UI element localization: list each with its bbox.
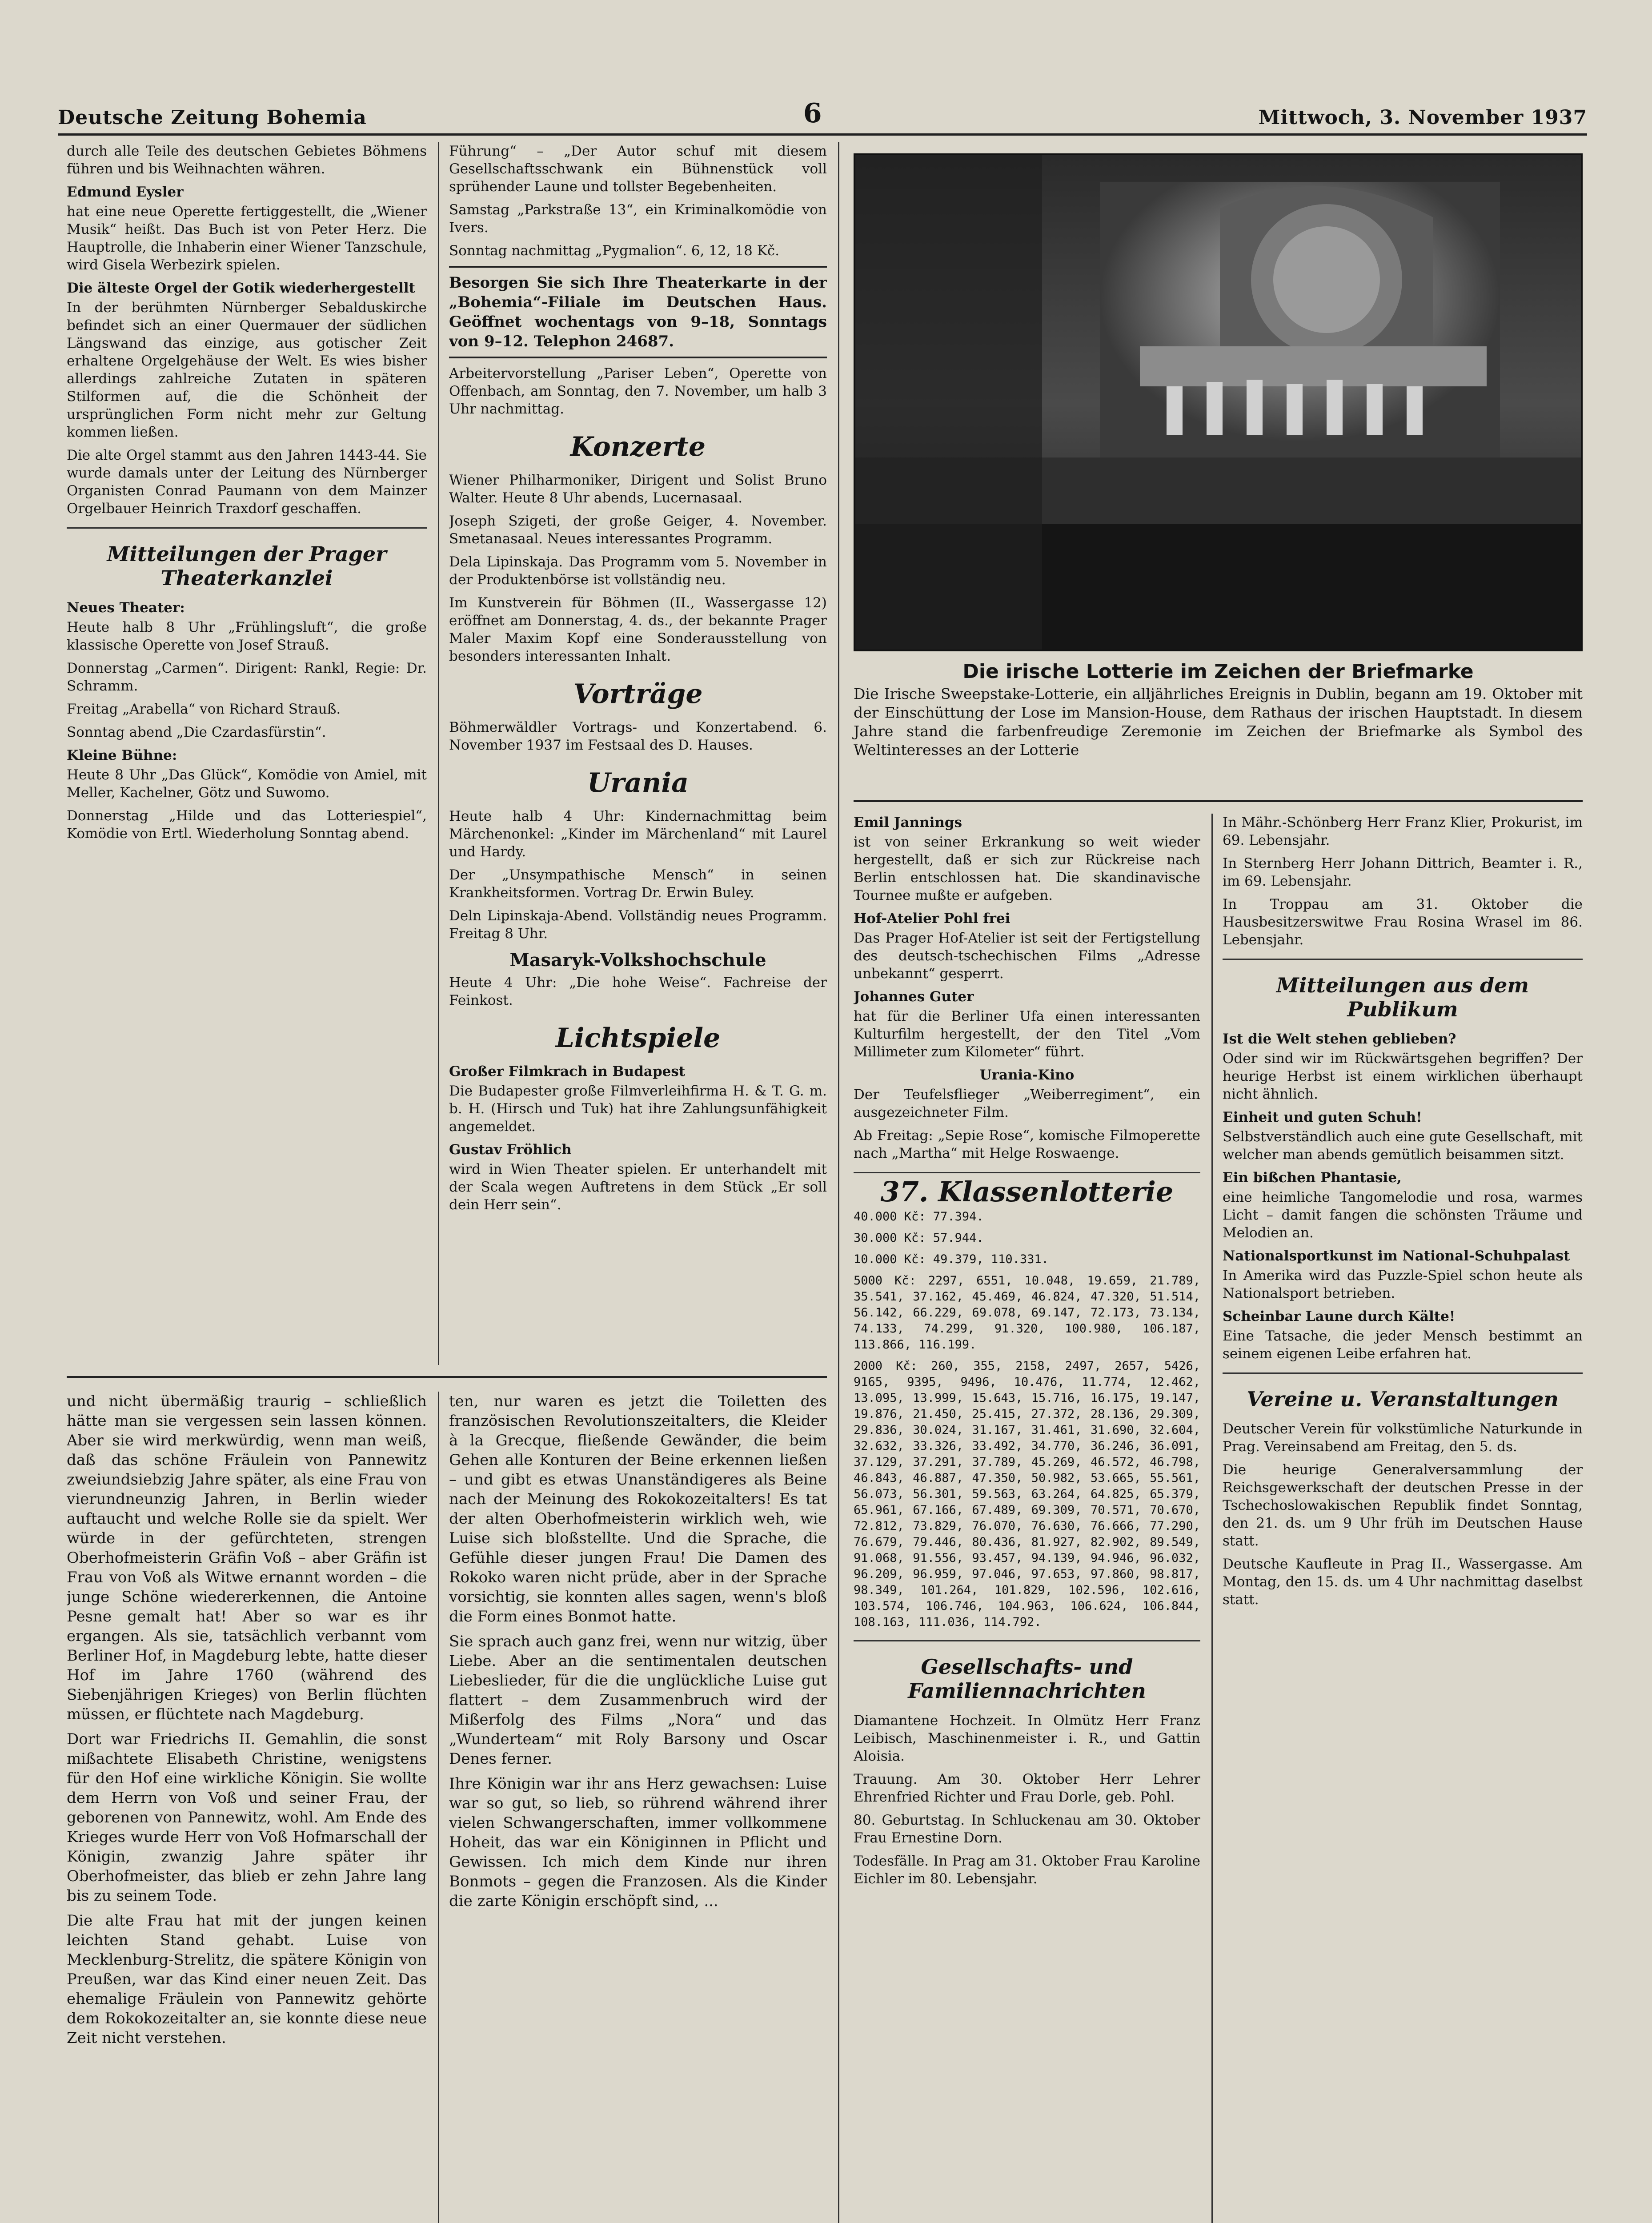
article-text: Sonntag nachmittag „Pygmalion“. 6, 12, 18 Kč. bbox=[449, 243, 780, 259]
section-title-concerts: Konzerte bbox=[570, 431, 706, 462]
issue-date: Mittwoch, 3. November 1937 bbox=[1258, 106, 1587, 129]
page-number: 6 bbox=[803, 98, 822, 129]
article-text: Eine Tatsache, die jeder Mensch bestimmt an seinem eigenen Leibe erfahren hat. bbox=[1223, 1328, 1583, 1362]
feuilleton-column-1 bbox=[67, 1392, 427, 2223]
article-text: Sie sprach auch ganz frei, wenn nur witzig, über Liebe. Aber an die sentimentalen deutschen Liebeslieder, für die die unglückliche Luise gut flattert – dem Zusammenbruch wird der Mißerfolg des Films „Nora“ und das „Wunderteam“ mit Roly Barsony und Oscar Denes ferner. bbox=[449, 1633, 827, 1768]
caption-title: Die irische Lotterie im Zeichen der Briefmarke bbox=[962, 660, 1474, 683]
article-text: Deutsche Kaufleute in Prag II., Wassergasse. Am Montag, den 15. ds. um 4 Uhr nachmittag daselbst statt. bbox=[1223, 1556, 1583, 1608]
article-heading: Großer Filmkrach in Budapest bbox=[449, 1063, 686, 1079]
masthead bbox=[58, 96, 1587, 136]
article-heading: Emil Jannings bbox=[854, 815, 962, 831]
column-divider bbox=[438, 142, 439, 1365]
article-text: Die Budapester große Filmverleihfirma H. & T. G. m. b. H. (Hirsch und Tuk) hat ihre Zahlungsunfähigkeit angemeldet. bbox=[449, 1083, 827, 1135]
lottery-numbers: 30.000 Kč: 57.944. bbox=[854, 1231, 984, 1245]
article-text: Der „Unsympathische Mensch“ in seinen Krankheitsformen. Vortrag Dr. Erwin Buley. bbox=[449, 867, 827, 901]
article-heading: Einheit und guten Schuh! bbox=[1223, 1109, 1422, 1125]
lottery-numbers: 2000 Kč: 260, 355, 2158, 2497, 2657, 5426, 9165, 9395, 9496, 10.476, 11.774, 12.462, 13.095, 13.999, 15.643, 15.716, 16.175, 19.147, 19.876, 21.450, 25.415, 27.372, 28.136, 29.309, 29.836, 30.024, 31.167, 31.461, 31.690, 32.604, 32.632, 33.326, 33.492, 34.770, 36.246, 36.091, 37.129, 37.291, 37.789, 45.269, 46.572, 46.798, 46.843, 46.887, 47.350, 50.982, 53.665, 55.561, 56.073, 56.301, 59.563, 63.264, 64.825, 65.379, 65.961, 67.166, 67.489, 69.309, 70.571, 70.670, 72.812, 73.829, 76.070, 76.630, 76.666, 77.290, 76.679, 79.446, 80.436, 81.927, 82.902, 89.549, 91.068, 91.556, 93.457, 94.139, 94.946, 96.032, 96.209, 96.959, 97.046, 97.653, 97.860, 98.817, 98.349, 101.264, 101.829, 102.596, 102.616, 103.574, 106.746, 104.963, 106.624, 106.844, 108.163, 111.036, 114.792. bbox=[854, 1359, 1200, 1629]
article-text: Das Prager Hof-Atelier ist seit der Fertigstellung des deutsch-tschechischen Films „Adresse unbekannt“ gesperrt. bbox=[854, 930, 1200, 982]
divider bbox=[1223, 1372, 1583, 1374]
article-text: Die alte Frau hat mit der jungen keinen leichten Stand gehabt. Luise von Mecklenburg-Strelitz, die spätere Königin von Preußen, war das Kind einer neuen Zeit. Das ehemalige Fräulein von Pannewitz gehörte dem Rokokozeitalter an, sie konnte diese neue Zeit nicht verstehen. bbox=[67, 1912, 427, 2047]
section-title-cinema: Lichtspiele bbox=[555, 1023, 721, 1054]
article-text: ten, nur waren es jetzt die Toiletten des französischen Revolutionszeitalters, die Kleider à la Grecque, fließende Gewänder, die beim Gehen alle Konturen der Beine erkennen ließen – und gibt es etwas Unanständigeres als Beine nach der Meinung des Rokokozeitalters! Es tat der alten Oberhofmeisterin wirklich weh, wie Luise sich bloßstellte. Und die Sprache, die Gefühle dieser jungen Frau! Die Damen des Rokoko waren nicht prüde, aber in der Sprache vorsichtig, sie konnten alles sagen, wenn's bloß die Form eines Bonmot hatte. bbox=[449, 1392, 827, 1625]
article-text: Böhmerwäldler Vortrags- und Konzertabend. 6. November 1937 im Festsaal des D. Hauses. bbox=[449, 719, 827, 753]
article-text: Ihre Königin war ihr ans Herz gewachsen: Luise war so gut, so lieb, so rührend während ihrer vielen Schwangerschaften, immer vollkommene Hoheit, das war ein Königinnen in Pflicht und Gewissen. Ich mich dem Kinde nur ihren Bonmots – gegen die Franzosen. Als die Kinder die zarte Königin erschöpft sind, ... bbox=[449, 1775, 827, 1910]
article-text: und nicht übermäßig traurig – schließlich hätte man sie vergessen sein lassen können. Aber sie wird merkwürdig, wenn man weiß, daß das schöne Fräulein von Pannewitz zweiundsiebzig Jahre später, als eine Frau von vierundneunzig Jahren, in Berlin wieder auftaucht und welche Rolle sie da spielt. Wer würde in der gefürchteten, strengen Oberhofmeisterin Gräfin Voß – aber Gräfin ist Frau von Voß als Witwe ernannt worden – die junge Schöne wiedererkennen, die Antoine Pesne gemalt hat! Aber so war es ihr ergangen. Als sie, tatsächlich verbannt vom Berliner Hof, in Magdeburg lebte, hatte dieser Hof im Jahre 1760 (während des Siebenjährigen Krieges) von Berlin flüchten müssen, er flüchtete nach Magdeburg. bbox=[67, 1392, 427, 1723]
divider bbox=[854, 1172, 1200, 1173]
article-text: durch alle Teile des deutschen Gebietes Böhmens führen und bis Weihnachten währen. bbox=[67, 143, 427, 177]
divider bbox=[1223, 959, 1583, 960]
article-heading: Die älteste Orgel der Gotik wiederhergestellt bbox=[67, 280, 415, 296]
article-text: In der berühmten Nürnberger Sebalduskirche befindet sich an einer Quermauer der südlichen Längswand das einzige, aus gotischer Zeit erhaltene Orgelgehäuse der Welt. Es wies bisher allerdings zahlreiche Zutaten in späteren Stilformen auf, die die Schönheit der ursprünglichen Form nicht mehr zur Geltung kommen ließen. bbox=[67, 300, 427, 440]
divider bbox=[67, 527, 427, 529]
article-text: Wiener Philharmoniker, Dirigent und Solist Bruno Walter. Heute 8 Uhr abends, Lucernasaal. bbox=[449, 472, 827, 506]
article-text: Ab Freitag: „Sepie Rose“, komische Filmoperette nach „Martha“ mit Helge Roswaenge. bbox=[854, 1128, 1200, 1161]
article-text: Heute 4 Uhr: „Die hohe Weise“. Fachreise der Feinkost. bbox=[449, 975, 827, 1008]
article-text: hat eine neue Operette fertiggestellt, die „Wiener Musik“ heißt. Das Buch ist von Peter Herz. Die Hauptrolle, die Inhaberin einer Wiener Tanzschule, wird Gisela Werbezirk spielen. bbox=[67, 204, 427, 273]
column-2 bbox=[449, 142, 827, 1365]
section-title-society: Gesellschafts- und Familiennachrichten bbox=[908, 1655, 1146, 1703]
newspaper-name: Deutsche Zeitung Bohemia bbox=[58, 106, 367, 129]
article-heading: Scheinbar Laune durch Kälte! bbox=[1223, 1308, 1456, 1324]
article-heading: Nationalsportkunst im National-Schuhpalast bbox=[1223, 1248, 1570, 1264]
article-text: Führung“ – „Der Autor schuf mit diesem Gesellschaftsschwank ein Bühnenstück voll sprühender Laune und tollster Begebenheiten. bbox=[449, 143, 827, 195]
article-text: Die heurige Generalversammlung der Reichsgewerkschaft der deutschen Presse in der Tschechoslowakischen Republik findet Sonntag, den 21. ds. um 9 Uhr früh im Deutschen Hause statt. bbox=[1223, 1462, 1583, 1549]
article-text: wird in Wien Theater spielen. Er unterhandelt mit der Scala wegen Auftretens in dem Stück „Er soll dein Herr sein“. bbox=[449, 1161, 827, 1213]
caption-text: Die Irische Sweepstake-Lotterie, ein alljährliches Ereignis in Dublin, begann am 19. Oktober mit der Einschüttung der Lose im Mansion-House, dem Rathaus der irischen Hauptstadt. In diesem Jahre stand die farbenfreudige Zeremonie im Zeichen der Briefmarke als Symbol des Weltinteresses an der Lotterie bbox=[854, 685, 1583, 758]
feuilleton-divider bbox=[67, 1376, 827, 1378]
column-4 bbox=[1223, 814, 1583, 2223]
column-divider bbox=[1211, 814, 1213, 2223]
article-text: Arbeitervorstellung „Pariser Leben“, Operette von Offenbach, am Sonntag, den 7. November, um halb 3 Uhr nachmittag. bbox=[449, 365, 827, 417]
article-text: Dela Lipinskaja. Das Programm vom 5. November in der Produktenbörse ist vollständig neu. bbox=[449, 554, 827, 588]
article-text: Diamantene Hochzeit. In Olmütz Herr Franz Leibisch, Maschinenmeister i. R., und Gattin Aloisia. bbox=[854, 1713, 1200, 1764]
article-text: Deln Lipinskaja-Abend. Vollständig neues Programm. Freitag 8 Uhr. bbox=[449, 908, 827, 942]
ticket-notice-box: Besorgen Sie sich Ihre Theaterkarte in der „Bohemia“-Filiale im Deutschen Haus. Geöffnet wochentags von 9–18, Sonntags von 9–12. Telephon 24687. bbox=[449, 266, 827, 358]
article-text: eine heimliche Tangomelodie und rosa, warmes Licht – damit fangen die schönsten Träume und Melodien an. bbox=[1223, 1189, 1583, 1241]
article-text: Selbstverständlich auch eine gute Gesellschaft, mit welcher man abends gemütlich beisammen sitzt. bbox=[1223, 1129, 1583, 1163]
article-heading: Hof-Atelier Pohl frei bbox=[854, 911, 1010, 927]
column-divider bbox=[438, 1392, 439, 2223]
article-text: Heute halb 4 Uhr: Kindernachmittag beim Märchenonkel: „Kinder im Märchenland“ mit Laurel und Hardy. bbox=[449, 808, 827, 860]
article-text: Samstag „Parkstraße 13“, ein Kriminalkomödie von Ivers. bbox=[449, 202, 827, 236]
photo-caption bbox=[854, 662, 1583, 759]
article-text: Die alte Orgel stammt aus den Jahren 1443-44. Sie wurde damals unter der Leitung des Nürnberger Organisten Conrad Paumann von dem Mainzer Orgelbauer Heinrich Traxdorf geschaffen. bbox=[67, 447, 427, 517]
article-heading: Johannes Guter bbox=[854, 989, 974, 1005]
article-text: Heute 8 Uhr „Das Glück“, Komödie von Amiel, mit Meller, Kachelner, Götz und Suwomo. bbox=[67, 767, 427, 801]
article-heading: Gustav Fröhlich bbox=[449, 1142, 572, 1158]
section-title-school: Masaryk-Volkshochschule bbox=[509, 950, 766, 971]
article-text: In Sternberg Herr Johann Dittrich, Beamter i. R., im 69. Lebensjahr. bbox=[1223, 855, 1583, 889]
article-text: 80. Geburtstag. In Schluckenau am 30. Oktober Frau Ernestine Dorn. bbox=[854, 1812, 1200, 1846]
article-heading: Edmund Eysler bbox=[67, 184, 184, 200]
section-title-urania: Urania bbox=[587, 767, 689, 799]
lottery-numbers: 10.000 Kč: 49.379, 110.331. bbox=[854, 1252, 1049, 1266]
article-text: In Amerika wird das Puzzle-Spiel schon heute als Nationalsport betrieben. bbox=[1223, 1268, 1583, 1301]
article-text: Donnerstag „Hilde und das Lotteriespiel“, Komödie von Ertl. Wiederholung Sonntag abend. bbox=[67, 808, 427, 842]
article-text: Deutscher Verein für volkstümliche Naturkunde in Prag. Vereinsabend am Freitag, den 5. ds. bbox=[1223, 1421, 1583, 1455]
lottery-photograph bbox=[854, 153, 1583, 651]
lottery-numbers: 40.000 Kč: 77.394. bbox=[854, 1210, 984, 1224]
divider bbox=[854, 1640, 1200, 1641]
article-text: Freitag „Arabella“ von Richard Strauß. bbox=[67, 701, 341, 717]
article-text: Oder sind wir im Rückwärtsgehen begriffen? Der heurige Herbst ist einem wirklichen überhaupt nicht ähnlich. bbox=[1223, 1051, 1583, 1102]
article-text: Joseph Szigeti, der große Geiger, 4. November. Smetanasaal. Neues interessantes Programm. bbox=[449, 513, 827, 547]
article-text: Dort war Friedrichs II. Gemahlin, die sonst mißachtete Elisabeth Christine, wenigstens für den Hof eine wirkliche Königin. Sie wollte dem Herrn von Voß und seiner Frau, der geborenen von Pannewitz, wohl. Am Ende des Krieges wurde Herr von Voß Hofmarschall der Königin, zwanzig Jahre später ihr Oberhofmeister, das blieb er zehn Jahre lang bis zu seinem Tode. bbox=[67, 1730, 427, 1905]
lottery-title: 37. Klassenlotterie bbox=[880, 1176, 1174, 1208]
article-text: Heute halb 8 Uhr „Frühlingsluft“, die große klassische Operette von Josef Strauß. bbox=[67, 619, 427, 653]
article-text: Der Teufelsflieger „Weiberregiment“, ein ausgezeichneter Film. bbox=[854, 1087, 1200, 1120]
column-1 bbox=[67, 142, 427, 1365]
article-text: Sonntag abend „Die Czardasfürstin“. bbox=[67, 724, 326, 740]
article-heading: Ein bißchen Phantasie, bbox=[1223, 1170, 1402, 1186]
column-divider bbox=[838, 142, 839, 2223]
article-text: ist von seiner Erkrankung so weit wieder hergestellt, daß er sich zur Rückreise nach Berlin entschlossen hat. Die skandinavische Tournee mußte er aufgeben. bbox=[854, 834, 1200, 903]
article-text: Trauung. Am 30. Oktober Herr Lehrer Ehrenfried Richter und Frau Dorle, geb. Pohl. bbox=[854, 1771, 1200, 1805]
photo-image bbox=[855, 155, 1583, 651]
article-text: Donnerstag „Carmen“. Dirigent: Rankl, Regie: Dr. Schramm. bbox=[67, 660, 427, 694]
article-heading: Ist die Welt stehen geblieben? bbox=[1223, 1031, 1456, 1047]
article-text: In Troppau am 31. Oktober die Hausbesitzerswitwe Frau Rosina Wrasel im 86. Lebensjahr. bbox=[1223, 896, 1583, 948]
article-heading: Kleine Bühne: bbox=[67, 747, 177, 763]
feuilleton-column-2 bbox=[449, 1392, 827, 2223]
article-text: hat für die Berliner Ufa einen interessanten Kulturfilm hergestellt, der den Titel „Vom Millimeter zum Kilometer“ führt. bbox=[854, 1008, 1200, 1060]
article-heading: Neues Theater: bbox=[67, 600, 185, 616]
section-title-lectures: Vorträge bbox=[573, 678, 703, 710]
article-text: Im Kunstverein für Böhmen (II., Wassergasse 12) eröffnet am Donnerstag, 4. ds., der bekannte Prager Maler Maxim Kopf eine Sonderausstellung von besonders interessanten Inhalt. bbox=[449, 595, 827, 664]
article-text: In Mähr.-Schönberg Herr Franz Klier, Prokurist, im 69. Lebensjahr. bbox=[1223, 815, 1583, 848]
divider bbox=[854, 800, 1583, 802]
article-text: Todesfälle. In Prag am 31. Oktober Frau Karoline Eichler im 80. Lebensjahr. bbox=[854, 1853, 1200, 1887]
section-title-public: Mitteilungen aus dem Publikum bbox=[1276, 973, 1529, 1021]
column-3 bbox=[854, 814, 1200, 2223]
article-heading: Urania-Kino bbox=[979, 1067, 1075, 1083]
section-title-events: Vereine u. Veranstaltungen bbox=[1247, 1387, 1559, 1411]
section-title-theater: Mitteilungen der Prager Theaterkanzlei bbox=[107, 542, 387, 590]
lottery-numbers: 5000 Kč: 2297, 6551, 10.048, 19.659, 21.789, 35.541, 37.162, 45.469, 46.824, 47.320, 51.514, 56.142, 66.229, 69.078, 69.147, 72.173, 73.134, 74.133, 74.299, 91.320, 100.980, 106.187, 113.866, 116.199. bbox=[854, 1274, 1200, 1352]
